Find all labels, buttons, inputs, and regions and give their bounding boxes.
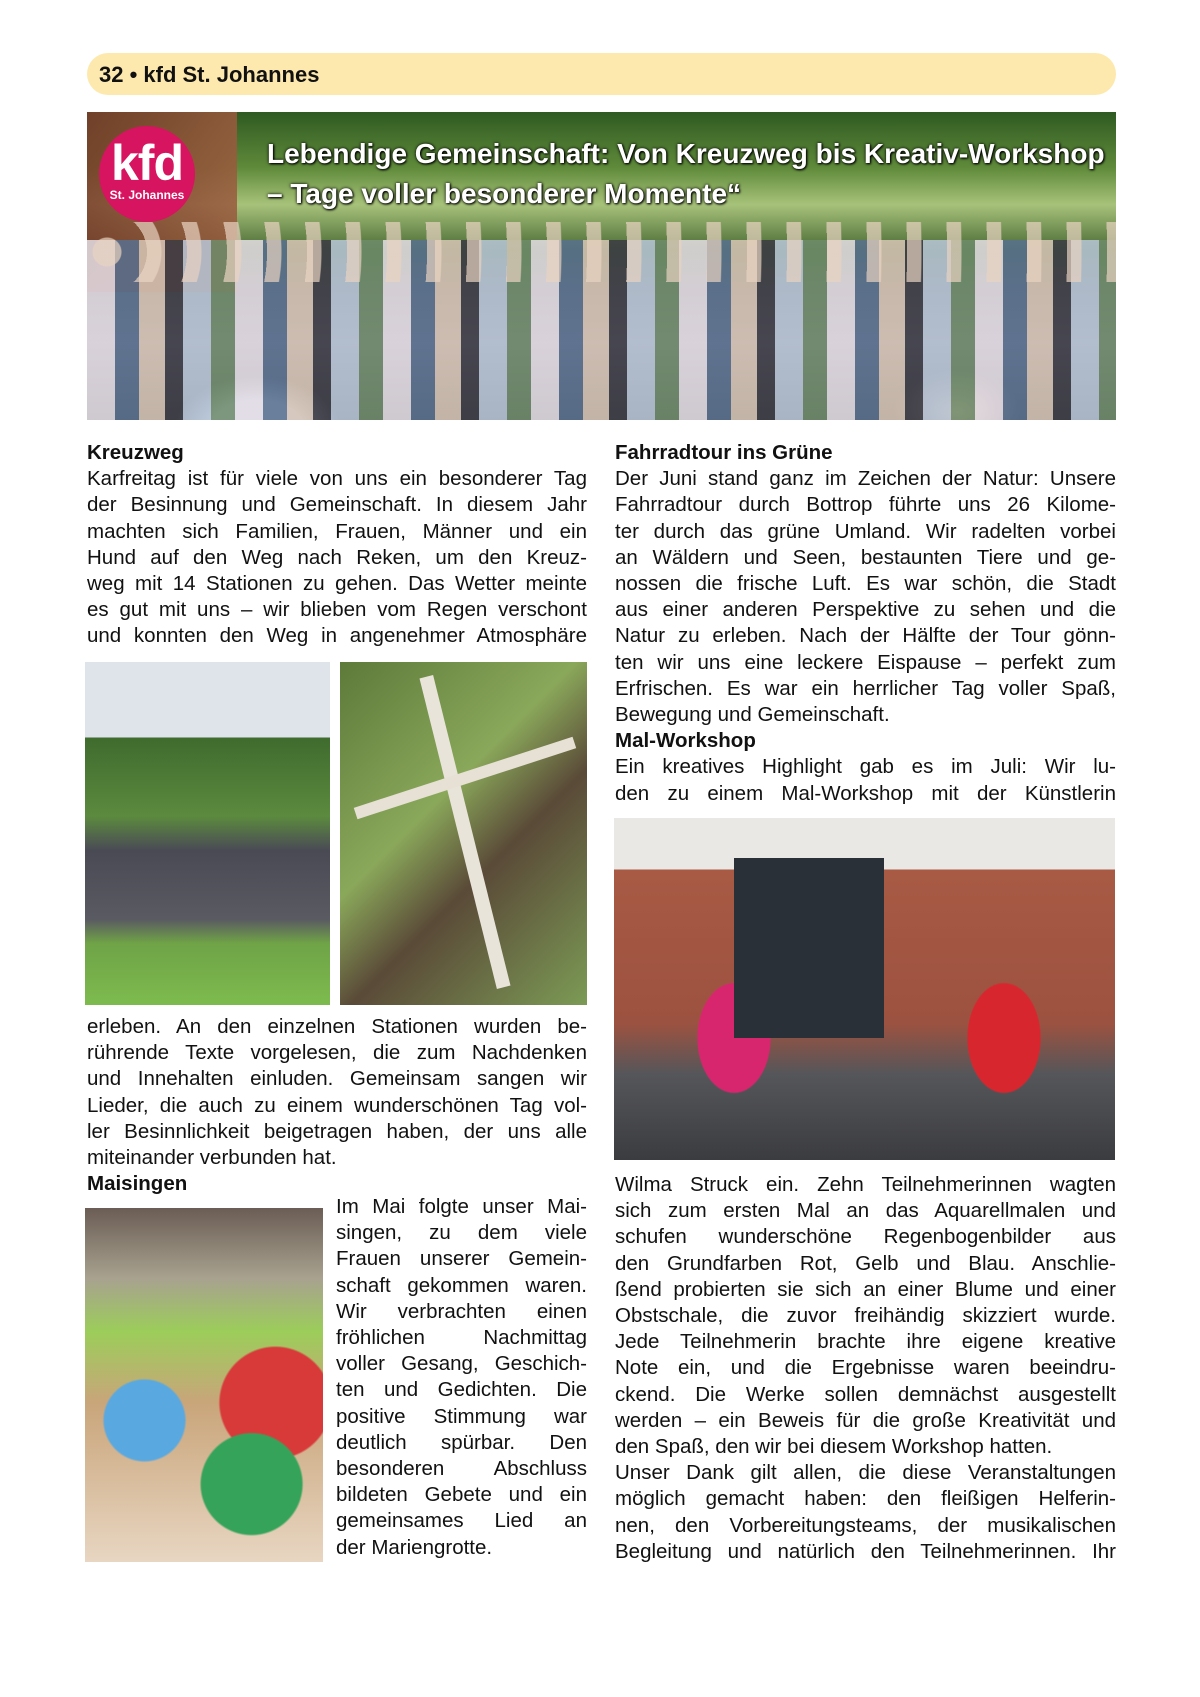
text-line: Note ein, und die Ergebnisse waren beeindru-: [615, 1356, 1116, 1380]
text-line: der Besinnung und Gemeinschaft. In diesem Jahr: [87, 493, 587, 517]
photo-kreuzweg-group: [85, 662, 330, 1005]
text-line: erleben. An den einzelnen Stationen wurden be-: [87, 1015, 587, 1038]
text-line: den Grundfarben Rot, Gelb und Blau. Anschlie-: [615, 1251, 1116, 1275]
text-line: Frauen unserer Gemein-: [336, 1247, 587, 1271]
text-line: es gut mit uns – wir blieben vom Regen verschont: [87, 598, 587, 622]
photo-maisingen-buffet: [85, 1208, 323, 1562]
text-line: Natur zu erleben. Nach der Hälfte der Tour gönn-: [615, 624, 1116, 648]
hero-photo-group: [87, 112, 1116, 420]
text-paragraph: [87, 466, 587, 649]
text-line: miteinander verbunden hat.: [87, 1146, 337, 1170]
text-paragraph: [336, 1194, 587, 1561]
text-line: Jede Teilnehmerin brachte ihre eigene kreative: [615, 1330, 1116, 1354]
maisingen-text: [336, 1194, 587, 1561]
text-line: fröhlichen Nachmittag: [336, 1326, 587, 1350]
text-line: ßend probierten sie sich an einer Blume und einer: [615, 1277, 1116, 1301]
text-line: Lieder, die auch zu einem wunderschönen Tag vol-: [87, 1093, 587, 1117]
text-line: Im Mai folgte unser Mai-: [336, 1195, 587, 1218]
text-line: und konnten den Weg in angenehmer Atmosphäre: [87, 624, 587, 648]
text-line: Fahrradtour durch Bottrop führte uns 26 Kilome-: [615, 493, 1116, 517]
article-title: Lebendige Gemeinschaft: Von Kreuzweg bis Kreativ-Workshop – Tage voller besonderer Momente“: [267, 138, 1105, 209]
text-line: nen, den Vorbereitungsteams, der musikalischen: [615, 1513, 1116, 1537]
page-header: [87, 53, 1116, 95]
hero-heads: [87, 222, 1116, 282]
text-line: bildeten Gebete und ein: [336, 1483, 587, 1507]
text-line: machten sich Familien, Frauen, Männer und ein: [87, 519, 587, 543]
text-paragraph: [87, 1014, 587, 1171]
text-line: rührende Texte vorgelesen, die zum Nachdenken: [87, 1041, 587, 1065]
text-line: ter durch das grüne Umland. Wir radelten vorbei: [615, 519, 1116, 543]
text-line: aus einer anderen Perspektive zu sehen und die: [615, 598, 1116, 622]
kfd-logo: [99, 126, 195, 222]
text-line: ten und Gedichten. Die: [336, 1378, 587, 1402]
logo-subtext: St. Johannes: [109, 188, 185, 202]
text-line: schaft gekommen waren.: [336, 1273, 587, 1297]
text-line: möglich gemacht haben: den fleißigen Helferin-: [615, 1487, 1116, 1511]
text-line: Bewegung und Gemeinschaft.: [615, 703, 890, 727]
text-line: nossen die frische Luft. Es war schön, die Stadt: [615, 572, 1116, 596]
text-paragraph: [615, 754, 1116, 806]
text-line: ler Besinnlichkeit beigetragen haben, der uns alle: [87, 1119, 587, 1143]
photo-cyclists: [614, 818, 1115, 1160]
text-paragraph: [615, 466, 1116, 728]
maisingen-heading: Maisingen: [87, 1172, 188, 1196]
fahrradtour-section: [615, 440, 1116, 807]
text-paragraph: [615, 1172, 1116, 1460]
text-line: den Spaß, den wir bei diesem Workshop hatten.: [615, 1435, 1053, 1459]
text-line: ten wir uns eine leckere Eispause – perfekt zum: [615, 650, 1116, 674]
page-header-label: 32 • kfd St. Johannes: [99, 62, 320, 87]
photo-birch-cross: [340, 662, 587, 1005]
kreuzweg-heading: Kreuzweg: [87, 441, 184, 464]
text-line: voller Gesang, Geschich-: [336, 1352, 587, 1376]
text-line: und Innehalten einluden. Gemeinsam sangen wir: [87, 1067, 587, 1091]
text-line: Hund auf den Weg nach Reken, um den Kreuz-: [87, 545, 587, 569]
fahrradtour-heading: Fahrradtour ins Grüne: [615, 441, 833, 464]
kreuzweg-section-b: [87, 1014, 587, 1197]
text-line: Unser Dank gilt allen, die diese Veranstaltungen: [615, 1461, 1116, 1485]
text-line: den zu einem Mal-Workshop mit der Künstlerin: [615, 781, 1116, 805]
kreuzweg-section-a: [87, 440, 587, 650]
text-line: weg mit 14 Stationen zu gehen. Das Wetter meinte: [87, 572, 587, 596]
text-line: ckend. Die Werke sollen demnächst ausgestellt: [615, 1382, 1116, 1406]
text-line: an Wäldern und Seen, bestaunten Tiere und ge-: [615, 545, 1116, 569]
text-paragraph: [615, 1460, 1116, 1565]
text-line: Wir verbrachten einen: [336, 1299, 587, 1323]
text-line: Obstschale, die zuvor freihändig skizziert wurde.: [615, 1304, 1116, 1328]
text-line: der Mariengrotte.: [336, 1535, 493, 1559]
text-line: gemeinsames Lied an: [336, 1509, 587, 1533]
text-line: werden – ein Beweis für die große Kreativität und: [615, 1408, 1116, 1432]
text-line: positive Stimmung war: [336, 1404, 587, 1428]
text-line: Begleitung und natürlich den Teilnehmerinnen. Ihr: [615, 1539, 1116, 1563]
text-line: schufen wunderschöne Regenbogenbilder aus: [615, 1225, 1116, 1249]
text-line: Karfreitag ist für viele von uns ein besonderer Tag: [87, 467, 587, 491]
text-line: Ein kreatives Highlight gab es im Juli: Wir lu-: [615, 755, 1116, 779]
text-line: besonderen Abschluss: [336, 1457, 587, 1481]
text-line: sich zum ersten Mal an das Aquarellmalen und: [615, 1199, 1116, 1223]
text-line: Erfrischen. Es war ein herrlicher Tag voller Spaß,: [615, 676, 1116, 700]
text-line: Der Juni stand ganz im Zeichen der Natur: Unsere: [615, 467, 1116, 491]
logo-text: kfd: [111, 135, 183, 191]
malworkshop-section: [615, 1172, 1116, 1565]
text-line: singen, zu dem viele: [336, 1221, 587, 1245]
text-line: Wilma Struck ein. Zehn Teilnehmerinnen wagten: [615, 1173, 1116, 1196]
text-line: deutlich spürbar. Den: [336, 1430, 587, 1454]
malworkshop-heading: Mal-Workshop: [615, 729, 756, 753]
